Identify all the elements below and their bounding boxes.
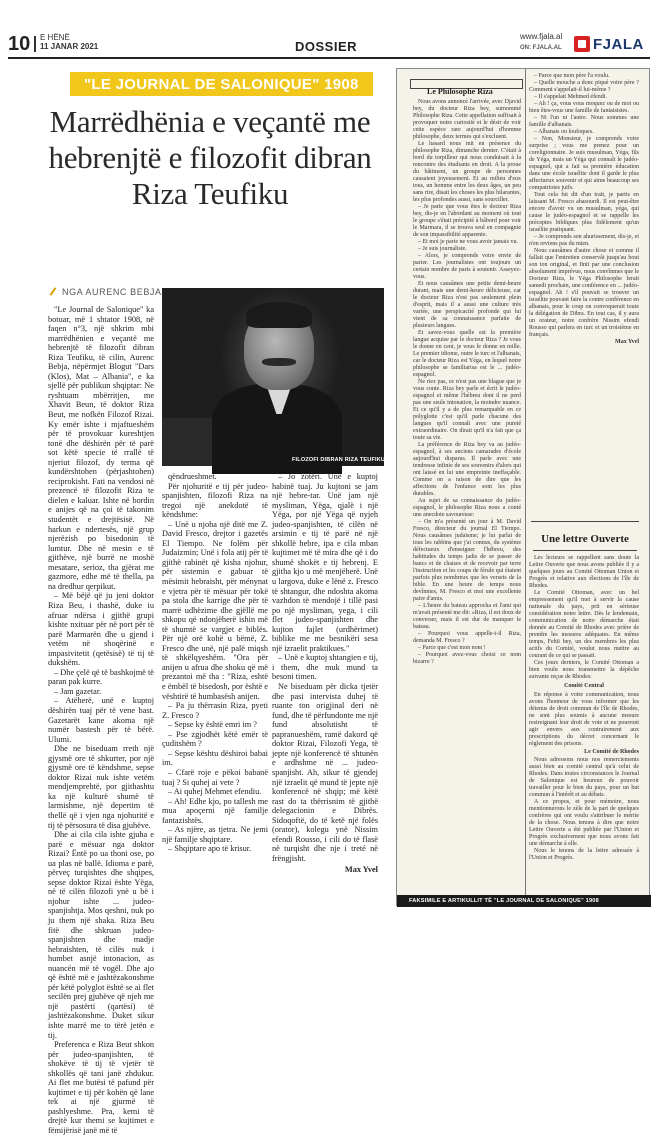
paragraph: – Cfarë roje e pëkoi babanë tuaj ? Si quhej ai vete ? — [162, 767, 268, 787]
paragraph: – Më bëjë që ju jeni doktor Riza Beu, i thashë, duke iu afruar ndërsa i gjithë grupi kishte nxituar për në port për të parë Marmarën dhe u gjend i vetëm në shoqërinë e impasivitetit (qetësisë) të tij të dukshëm. — [48, 591, 154, 668]
facsimile-paragraph: En réponse à votre communication, nous avons l'honneur de vous informer que les détenus de droit commun de l'île de Rhodes, ne sont plus soumis à aucune mesure restreignant leur droit de vote et ne pourront agir envers aux contrairement aux prescriptions du décret concernant le règlement des prisons. — [529, 692, 639, 747]
facsimile-paragraph: – Je comprends son ahurissement, dis-je, et n'en reviens pas du mien. — [529, 234, 639, 247]
facsimile-paragraph: – Pourquoi vous appelle-t-il Riza, demanda M. Fresco ? — [413, 631, 521, 644]
facsimile-signature: Le Comité de Rhodes — [584, 749, 639, 755]
newspaper-logo — [574, 34, 644, 54]
facsimile-paragraph: – Pourquoi avez-vous choisi ce nom bizarre ? — [413, 652, 521, 665]
article-column-1 — [48, 305, 154, 1136]
facsimile-paragraph: Et savez-vous quelle est la première langue acquise par le docteur Riza ? Je vous le donne en cent, je vous le donne en mille. Le premier idiome, outre le turc et l'albanais, car le docteur Riza est Yéga, en lequel notre philosophe se familiarisa est le ... judéo-espagnol. — [413, 330, 521, 378]
facsimile-paragraph: – Ni l'un ni l'autre. Nous sommes une famille d'albanais. — [529, 115, 639, 128]
facsimile-paragraph: – Parce que c'est mon nom ! — [418, 645, 486, 651]
paragraph: – Unë e kuptoj shtangien e tij, i them, dhe muk mund ta besoni timen. — [272, 653, 378, 682]
pen-icon — [48, 287, 58, 297]
header-rule — [8, 57, 650, 59]
paragraph: – Pse zgjodhët këtë emër të çuditshëm ? — [162, 729, 268, 749]
article-column-3 — [272, 472, 378, 875]
facsimile-paragraph: – L'heure du bateau approcha et l'ami qui m'avait présenté me dit: «Riza, il est doux de converser, mais il est dur de manquer le bateau. — [413, 603, 521, 630]
issue-day: E HËNË — [40, 33, 70, 42]
facsimile-paragraph: Nous le tenons de la lettre adressée à l'Union et Progrès. — [529, 848, 639, 861]
paragraph: qëndrueshmet. — [168, 472, 217, 481]
facsimile-paragraph: La préférence de Riza bey va au judéo-espagnol, à ses anciens camarades d'école aujourd'hui disparus. Il parle avec une tendresse infinie de ses souvenirs d'alors qui ont laissé en lui une empreinte ineffaçable. Comme on a raison de dire que les affections de l'enfance sont les plus durables. — [413, 442, 521, 497]
facsimile-paragraph: Le hasard nous mit en présence du philosophe Riza, dimanche dernier. C'était à bord du torpilleur qui nous conduisait à la rencontre des étudiants en droit. A la proue du bâtiment, un groupe de personnes causaient joyeusement. Et au milieu d'eux tous, un homme entre les deux âges, un peu sans rire, disait les choses les plus hilarantes, les plus profondes aussi, sans sourciller. — [413, 141, 521, 203]
article-column-2 — [162, 472, 268, 854]
facsimile-paragraph: – Alors, je comprends votre envie de parier. Les journalistes ont toujours un certain nombre de paris à soutenir. Asseyez-vous. — [413, 253, 521, 280]
paragraph: Ne biseduam për dicka tjetër dhe pasi intervista duhej të ruante ton origjinal deri në fund, dhe të përfundonte me një fund absolutisht të papranueshëm, ramë dakord që doktor Rizai, Filozofi Yega, të jepte një konferencë të shtunën e ardhshme në ... judeo-spanjisht. Ah, sikur të gjendej një izraelit që mund të jepte një konferencë në shqip; më këtë rast do ta thërrisnim të gjithë delegacionin e Dibrës. Sidoqoftë, do të ketë një folës (orator), kolegu ynë Nissim efendi Rousso, i cili do të flasë në turqisht dhe nje i treté në frëngjisht. — [272, 682, 378, 863]
facsimile-paragraph: – Je suis journaliste. — [418, 246, 467, 252]
paragraph: – Ah! Edhe kjo, po tallesh me mua apoçerni një familje fantazishtës. — [162, 796, 268, 825]
facsimile-paragraph: Nous causâmes d'autre chose et comme il fallait que l'entretien conservât jusqu'au bout son ton original, et finit par une conclusion absolument imprévue, nous convînmes que le Docteur Riza, le Yéga Philosophe ferait samedi prochain, une conférence en ... judéo-espagnol. Ah ! s'il pouvait se trouver un israélite pouvant faire la contre conférence en albanais, pour le coup on convoquerait toute la délégation de Dibra. En tout cas, il y aura un orateur, notre confrère Nissim efendi Rousso qui parlera en turc et un troisième en français. — [529, 248, 639, 338]
paragraph: – Dhe çelë që të bashkojmë të paran pak kurre. — [48, 667, 154, 687]
facsimile-right-column-bottom — [529, 555, 639, 890]
paragraph: – Shqiptare apo të krisur. — [168, 844, 252, 854]
facsimile-paragraph: Ces jours derniers, le Comité Ottoman a bien voulu nous transmettre la dépêche suivante reçue de Rhodes: — [529, 660, 639, 680]
facsimile-paragraph: Au sujet de sa connaissance du judéo-espagnol, le philosophe Riza nous a conté une anecdote savoureuse: — [413, 498, 521, 518]
facsimile-title-2: Une lettre Ouverte — [541, 533, 629, 545]
article-headline: Marrëdhënia e veçantë me hebrenjtë e filozofit dibran Riza Teufiku — [48, 104, 372, 211]
byline-text: NGA AURENC BEBJA — [62, 286, 162, 297]
facsimile-paragraph: – Albanais ou loufoques. — [534, 129, 594, 135]
facsimile-clipping — [396, 68, 650, 906]
facsimile-paragraph: Et nous causâmes une petite demi-heure durant, mais une demi-heure délicieuse, car le docteur Riza n'est pas seulement plein d'esprit, mais il a aussi une culture très variée, une perspicacité profonde qui lui vient de sa connaissance parfaite de plusieurs langues. — [413, 281, 521, 329]
page-header — [0, 0, 657, 55]
facsimile-left-column — [413, 99, 521, 666]
facsimile-rule — [533, 550, 637, 551]
facsimile-author: Max Yvel — [615, 339, 639, 345]
article-kicker: "LE JOURNAL DE SALONIQUE" 1908 — [70, 72, 373, 96]
logo-text: FJALA — [593, 35, 644, 53]
paragraph: Dhe ne biseduam rreth një gjysmë ore të shkurter, por një gjysmë ore të këndshme, sepse doktor Rizai nuk ishte vetëm mendjemprehtë, por gjithashtu ka një kulturë shumë të larmishme, një depertim të thellë që i vjen nga njohuritë e tij të përsosura të disa gjuhëve. — [48, 744, 154, 830]
paragraph: – Pa ju thërrasin Riza, pyeti Z. Fresco ? — [162, 701, 268, 720]
facsimile-paragraph: Ne riez pas, ce n'est pas une blague que je vous conte. Riza bey parle et écrit le judéo-espagnol et même l'hébreu dont il ne perd pas une seule intonation, la moindre nuance. Et ce qu'il y a de plus remarquable en ce polyglotte c'est qu'il parle chacune des langues qu'il connaît avec une pureté extraordinaire. On dirait qu'il n'a fait que ça toute sa vie. — [413, 379, 521, 441]
facsimile-paragraph: A ce propos, et pour mémoire, nous mentionnerons le zèle de la part de quelques confrères qui ont voulu s'attribuer le mérite de la chose. Nous tenons à dire que notre Lettre Ouverte a été publiée par l'Union et Progrès exclusivement que nous avons fait une démarche à elle. — [529, 799, 639, 847]
facsimile-paragraph: – Parce que mon père l'a voulu. — [534, 73, 610, 79]
paragraph: – As njëre, as tjetra. Ne jemi një familje shqiptare. — [162, 825, 268, 844]
paragraph: Preferenca e Riza Beut shkon për judeo-spanjishten, të shokëve të tij të vjetër të shkollës që tani janë zhdukur. Ai flet me butësi të pafund për kujtimet e tij për kohën që lane tek ai një gjurmë të pashlyeshme. Pra, kemi të drejtë kur themi se kujtimet e fëmijërisë janë më të — [48, 1040, 154, 1136]
facsimile-paragraph: – Ah ! ça, vous vous moquez ou de moi ou bien êtes-vous une famille de fantaisistes. — [529, 101, 639, 114]
logo-icon — [574, 36, 590, 52]
facsimile-paragraph: Le Comité Ottoman, avec un bel empressement qu'il met à servir la cause nationale du pays, prit en sérieuse considération notre lettre. Dès le lendemain, communication de notre démarche était donnée au Comité de Rhodes avec prière de prendre les mesures adéquates. En même temps, Fehïi bey, un des membres les plus actifs du Comité, voulut nous mettre au courant de ce qui se passait. — [529, 590, 639, 659]
online-label: ON: FJALA.AL — [520, 45, 562, 51]
facsimile-column-divider — [525, 69, 526, 907]
facsimile-right-column-top — [529, 73, 639, 513]
paragraph: – Atëherë, unë e kuptoj dëshirën tuaj për të vene bast. Gazetarët kane akoma një numër bastesh për të bërë. Ulumi. — [48, 696, 154, 744]
paragraph: "Le Journal de Salonique" ka botuar, më 1 shtator 1908, në faqen n°3, një shkrim mbi marrëdhënien e veçantë me hebrenjtë të filozofit dibran Riza Teufiku, të cilin, Aurenc Bebja, nëpërmjet Blogut "Dars (Klos), Mat – Albania", e ka sjellë për publikun shqiptar: Ne ryshtuam mbërritjen, me Xhavit Beun, të doktor Riza Beut, me nofkën Filozof Rizai. Ky emër ishte i mjaftueshëm për të provokuar kureshtjen tonë dhe dëshirën për të parë sot këtë specie të rrallë të njeriut filozof, dy terma që kundërshtohen (përjashtohen) reciprokisht. Fati na vendosi në prezencë të filozofit Riza te dielen e kaluar. Ishte në bordin e anijes që na çoi të takonim studentët e drejtësisë. Në harkun e ndertesës, një grup njerëzish po bisedonin të lumtur. Dhe në mesin e të gjithëve, një burrë ne moshë mesatare, serioz, tha gjërat me gazmore, edhe më të thella, pa na dredhur qerpikut. — [48, 305, 154, 591]
facsimile-rule — [531, 521, 639, 522]
facsimile-paragraph: – Et moi je parie ne vous avoir jamais vu. — [418, 239, 518, 245]
article-author: Max Yvel — [344, 865, 378, 875]
facsimile-paragraph: – Il s'appelait Mehmed éfendi. — [534, 94, 607, 100]
facsimile-title: Le Philosophe Riza — [427, 87, 493, 96]
facsimile-paragraph: Nous avons annoncé l'arrivée, avec Djavid bey, du docteur Riza bey, surnommé Philosophe Riza. Cette appellation suffisait à provoquer notre curiosité et le désir de voir cette espèce rare aujourd'hui d'homme philosophe, deux termes qui s'excluent. — [413, 99, 521, 140]
facsimile-paragraph: Nous adressons nous nos remerciements aussi bien au comité central qu'à celui de Rhodes. Dans toutes circonstances le Journal de Salonique est heureux de pouvoir travailler pour le bien du pays, pour un but commun à l'intérêt et au débats. — [529, 757, 639, 798]
header-divider — [34, 36, 36, 52]
photo-caption: FILOZOFI DIBRAN RIZA TEUFIKU — [292, 457, 386, 463]
facsimile-paragraph: – Quelle mouche a donc piqué votre père ? Comment s'appelait-il lui-même ? — [529, 80, 639, 93]
facsimile-paragraph: – Non, Monsieur, je comprends votre surprise ; vous me prenez pour un coreligionnaire. Je suis musulman, Yéga, fils de Yéga, mais un Yéga qui connaît le judéo-espagnol, qui a fait sa première éducation dans une école israélite dont il garde le plus affectueux souvenir et qui aime beaucoup ses compatriotes juifs. — [529, 136, 639, 191]
paragraph: – Ai quhej Mehmet efendiu. — [168, 787, 262, 797]
facsimile-paragraph: Les lecteurs se rappellent sans doute la Lettre Ouverte que nous avons publiée il y a quelques jours au Comité Ottoman Union et Progrès et relative aux élections de l'île de Rhodes. — [529, 555, 639, 589]
paragraph: – Jo zotëri. Unë e kuptoj habinë tuaj. Ju kujtoni se jam një hebre-tar. Unë jam një mysliman, Yëga, qjalë i një Yëga, por një Yëga që nyjeh judeo-spanjishten, të cilën në arsimin e tij të parë në një shkollë hebre, ipa e cila mban kujtimet më të mira dhe që i do shumë shokët e tij hebrenj. E gjitha kjo u më menjëherë. Unë u largova, duke e lënë z. Fresco të shtangur, dhe ndoshta akoma vazhdon të mendojë i tillë pasi po një mysliman, yega, i cili flet judeo-spanjishten dhe kujton fajlet (urdhërimet) biblike me me besnikëri sesa një izraelit praktikues." — [272, 472, 378, 653]
facsimile-paragraph: – On m'a présenté un jour à M. David Fresco, directeur du journal El Tiempo. Nous causâmes judaïsme; je lui parlai de tous les rabbins que j'ai connus, du système défectueux d'enseigner l'hébreu, des habitudes du temps jadis de se passer de bancs et de chaises et de recevoir par terre l'instruction et les coups de férule qui étaient parfois plus nombreux que les versets de la bible. En une heure de temps nous devînmes, M. Fresco et moi une excellente paire d'amis. — [413, 519, 521, 602]
portrait-photo — [162, 288, 384, 466]
paragraph: – Jam gazetar. — [54, 686, 102, 696]
issue-date-block — [40, 34, 98, 52]
issue-date: 11 JANAR 2021 — [40, 41, 99, 51]
paragraph: – Sepse ky është emri im ? — [168, 720, 257, 730]
facsimile-paragraph: Tout cela fut dit d'un trait, je partis en laissant M. Fresco abasourdi. Il est peut-être encore d'avoir vu un musulman, yéga, qui cause le judéo-espagnol et se rappelle les préceptes bibliques plus fidèlement qu'un israélite pratiquant. — [529, 192, 639, 233]
paragraph: Dhe ai cila cila ishte gjuha e parë e mësuar nga doktor Rizai? Ëntë po ua thoni ose, po ua plas në ballë. Idioma e parë, përveç turqishtes dhe shqipes, sepse doktor Rizai ështe Yëga, në të cilën filozofi ynë u bë i njohur ishte ... judeo-spanjishtja. Mos qeshni, nuk po ju them një shaka. Riza Beu fitë dhe shkruan judeo-spanjishten dhe madje hebraishten, të cilës nuk i humbet asnjë intonacion, as nuancën më të vogël. Dhe ajo që është më e jashtëzakonshme për këtë polyglot është se ai flet secilën prej gjuhëve që njeh me një pastërti (qartësi) të jashtëzakonshme. Duket sikur ishte marrë me to tërë jetën e tij. — [48, 830, 154, 1040]
website-link[interactable]: www.fjala.al — [520, 32, 563, 41]
section-title: DOSSIER — [295, 39, 358, 54]
article-byline — [48, 287, 162, 297]
facsimile-subheading: Comité Central — [564, 683, 604, 689]
facsimile-paragraph: – Je parie que vous êtes le docteur Riza bey, dis-je en l'abordant au moment où tout le groupe s'était précipité à bâbord pour voir le Marmara, il se trouva seul en compagnie de son impassibilité apparente. — [413, 204, 521, 238]
facsimile-caption: FAKSIMILE E ARTIKULLIT TË "LE JOURNAL DE SALONIQUE" 1908 — [397, 895, 651, 907]
paragraph: – Sepse kështu dëshiroi babai im. — [162, 748, 268, 768]
paragraph: Për njohuritë e tij për judeo-spanjishten, filozofi Riza na tregoi një anekdotë të këndshme: — [162, 481, 268, 520]
paragraph: – Unë u njoha një ditë me Z. David Fresco, drejtor i gazetës El Tiempo. Ne folëm për Judaizmin; Unë i fola atij për të gjithë rabinët që kisha njohur, për sistemin e gabuar të mësimit hebraisht, për ménynat e vjetra për të mësuar për tokë pa stola dhe karrige dhe për të marrë udhëzime dhe gjëllë me shkopu që ndonjëherë ishin më të shumtë se vargjet e biblës. Për një orë kohë u bëmë, Z. Fresco dhe unë, një palë miqsh të shkëlqyeshëm. "Ora për anijen u afrua dhe shoku që më prezantoi më tha : "Riza, eshtë e ëmbël të bisedosh, por është e vështirë të humbasësh anijen. — [162, 519, 268, 701]
page-number: 10 — [8, 33, 31, 55]
